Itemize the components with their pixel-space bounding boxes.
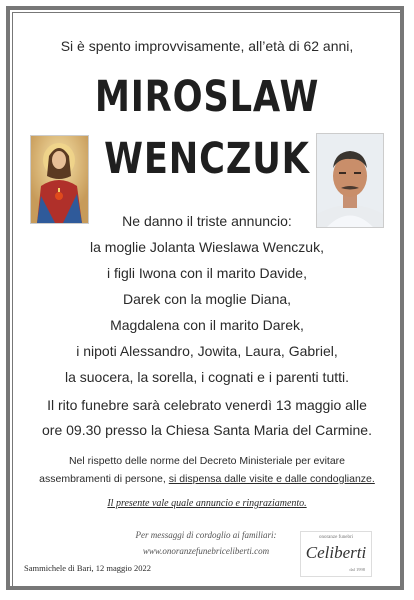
condolence-website: www.onoranzefunebriceliberti.com xyxy=(142,546,270,556)
funeral-line: ore 09.30 presso la Chiesa Santa Maria del Carmine. xyxy=(42,422,372,438)
notice-plain: assembramenti di persone, xyxy=(39,473,169,485)
announcement-line: la moglie Jolanta Wieslawa Wenczuk, xyxy=(90,239,324,255)
funeral-home-logo xyxy=(300,531,372,577)
deceased-last-name: WENCZUK xyxy=(104,134,310,184)
deceased-first-name: MIROSLAW xyxy=(94,72,320,122)
thanks-note: Il presente vale quale annuncio e ringraziamento. xyxy=(107,498,307,509)
logo-tagline: onoranze funebri xyxy=(318,535,353,540)
notice-line: Nel rispetto delle norme del Decreto Ministeriale per evitare xyxy=(68,455,346,467)
announcement-line: la suocera, la sorella, i cognati e i parenti tutti. xyxy=(64,369,350,385)
notice-line xyxy=(0,470,414,488)
place-date: Sammichele di Bari, 12 maggio 2022 xyxy=(24,563,152,573)
logo-name: Celiberti xyxy=(305,543,367,562)
announcement xyxy=(0,208,414,390)
announcement-line: Magdalena con il marito Darek, xyxy=(110,317,304,333)
notice-underlined: si dispensa dalle visite e dalle condoglianze. xyxy=(168,473,375,485)
condolence-line: Per messaggi di cordoglio ai familiari: xyxy=(135,530,277,540)
announcement-line: i figli Iwona con il marito Davide, xyxy=(107,265,307,281)
announcement-line: Darek con la moglie Diana, xyxy=(122,291,292,307)
logo-date: dal 1998 xyxy=(349,567,365,572)
funeral-details xyxy=(0,393,414,443)
announcement-line: i nipoti Alessandro, Jowita, Laura, Gabriel, xyxy=(76,343,338,359)
intro-text: Si è spento improvvisamente, all’età di 62 anni, xyxy=(60,38,354,54)
announcement-line: Ne danno il triste annuncio: xyxy=(122,213,292,229)
covid-notice xyxy=(0,452,414,488)
condolence-info xyxy=(116,527,296,559)
funeral-line: Il rito funebre sarà celebrato venerdì 13 maggio alle xyxy=(47,397,367,413)
